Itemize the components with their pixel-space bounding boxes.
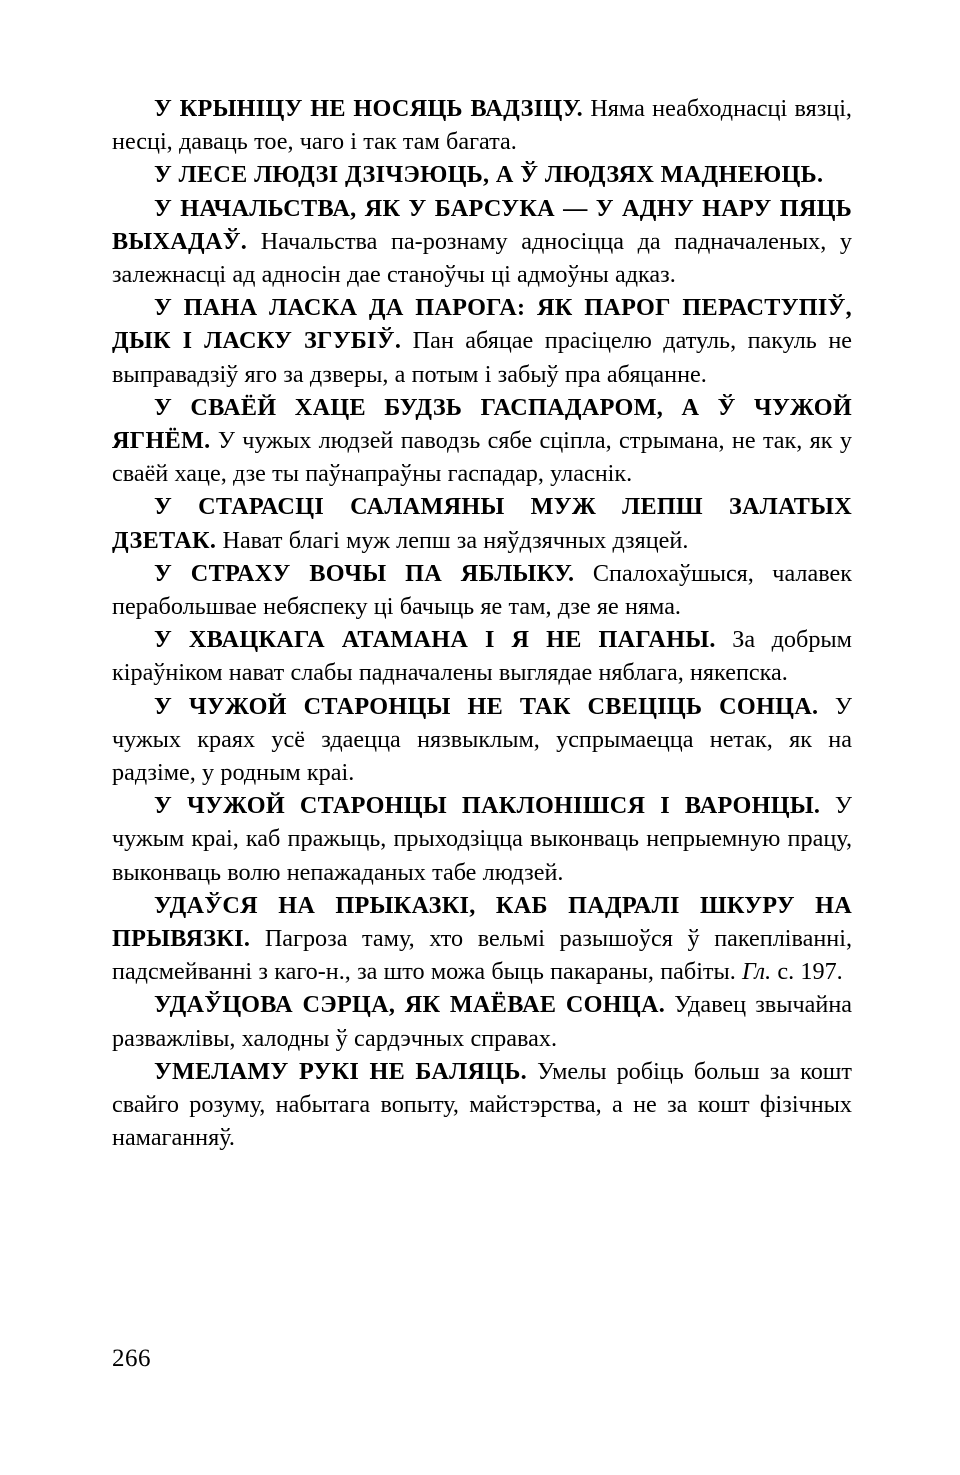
dictionary-entry — [112, 889, 852, 989]
page-number: 266 — [112, 1345, 151, 1372]
entry-gloss: У чужых людзей паводзь сябе сціпла, стрымана, не так, як у сваёй хаце, дзе ты паўнапраўны гаспадар, уласнік. — [112, 427, 852, 488]
entry-headword: У СТАРАСЦІ САЛАМЯНЫ МУЖ ЛЕПШ ЗАЛАТЫХ ДЗЕТАК. — [112, 493, 852, 554]
dictionary-entry — [112, 490, 852, 556]
entry-gloss: Удавец звычайна разважлівы, халодны ў сардэчных справах. — [112, 991, 852, 1052]
entry-gloss: За добрым кіраўніком нават слабы падначалены выглядае няблага, някепска. — [112, 626, 852, 687]
entry-gloss: Спалохаўшыся, чалавек перабольшвае небяспеку ці бачыць яе там, дзе яе няма. — [112, 559, 852, 621]
dictionary-entry — [112, 789, 852, 889]
dictionary-entry — [112, 92, 852, 158]
entry-headword: УМЕЛАМУ РУКІ НЕ БАЛЯЦЬ. — [154, 1057, 527, 1085]
entry-headword: У ХВАЦКАГА АТАМАНА І Я НЕ ПАГАНЫ. — [154, 626, 716, 654]
entry-headword: У ЧУЖОЙ СТАРОНЦЫ НЕ ТАК СВЕЦІЦЬ СОНЦА. — [154, 692, 819, 720]
entry-headword: У КРЫНІЦУ НЕ НОСЯЦЬ ВАДЗІЦУ. — [154, 95, 584, 122]
dictionary-entry — [112, 690, 852, 790]
entry-gloss: У чужым краі, каб пражыць, прыходзіцца выконваць непрыемную працу, выконваць волю непажаданых табе людзей. — [112, 792, 852, 886]
entry-cross-reference-page: с. 197. — [771, 958, 843, 986]
entry-headword: УДАЎСЯ НА ПРЫКАЗКІ, КАБ ПАДРАЛІ ШКУРУ НА ПРЫВЯЗКІ. — [112, 891, 852, 953]
entry-gloss: Нават благі муж лепш за няўдзячных дзяцей. — [216, 526, 689, 554]
entry-headword: У ЧУЖОЙ СТАРОНЦЫ ПАКЛОНІШСЯ І ВАРОНЦЫ. — [154, 792, 821, 820]
entry-headword: У НАЧАЛЬСТВА, ЯК У БАРСУКА — У АДНУ НАРУ ПЯЦЬ ВЫХАДАЎ. — [112, 194, 852, 255]
dictionary-entry — [112, 291, 852, 391]
dictionary-entry — [112, 192, 852, 292]
entry-headword: У ЛЕСЕ ЛЮДЗІ ДЗІЧЭЮЦЬ, А Ў ЛЮДЗЯХ МАДНЕЮЦЬ. — [154, 161, 824, 189]
dictionary-entry — [112, 988, 852, 1054]
entry-headword: У ПАНА ЛАСКА ДА ПАРОГА: ЯК ПАРОГ ПЕРАСТУПІЎ, ДЫК І ЛАСКУ ЗГУБІЎ. — [112, 294, 852, 355]
entry-headword: У СТРАХУ ВОЧЫ ПА ЯБЛЫКУ. — [154, 559, 575, 587]
entry-gloss: Пагроза таму, хто вельмі разышоўся ў пакепліванні, падсмейванні з каго-н., за што можа быць пакараны, пабіты. — [112, 925, 852, 986]
text-column — [112, 92, 852, 1155]
entry-headword: У СВАЁЙ ХАЦЕ БУДЗЬ ГАСПАДАРОМ, А Ў ЧУЖОЙ ЯГНЁМ. — [112, 393, 852, 455]
entry-headword: УДАЎЦОВА СЭРЦА, ЯК МАЁВАЕ СОНЦА. — [154, 991, 666, 1019]
dictionary-entry — [112, 391, 852, 491]
dictionary-entry — [112, 158, 852, 191]
entry-gloss: Начальства па-рознаму адносіцца да падначаленых, у залежнасці ад адносін дае станоўчы ці адмоўны адказ. — [112, 227, 852, 289]
entry-gloss: У чужых краях усё здаецца нязвыклым, успрымаецца нетак, як на радзіме, у родным краі. — [112, 692, 852, 787]
entry-gloss: Няма неабходнасці вязці, несці, даваць тое, чаго і так там багата. — [112, 95, 852, 156]
dictionary-entry — [112, 623, 852, 689]
entry-gloss: Пан абяцае прасіцелю датуль, пакуль не выправадзіў яго за дзверы, а потым і забыў пра абяцанне. — [112, 327, 852, 388]
entry-gloss: Умелы робіць больш за кошт свайго розуму, набытага вопыту, майстэрства, а не за кошт фізічных намаганняў. — [112, 1057, 852, 1152]
entry-cross-reference: Гл. — [742, 958, 772, 986]
dictionary-entry — [112, 1055, 852, 1155]
dictionary-entry — [112, 557, 852, 623]
